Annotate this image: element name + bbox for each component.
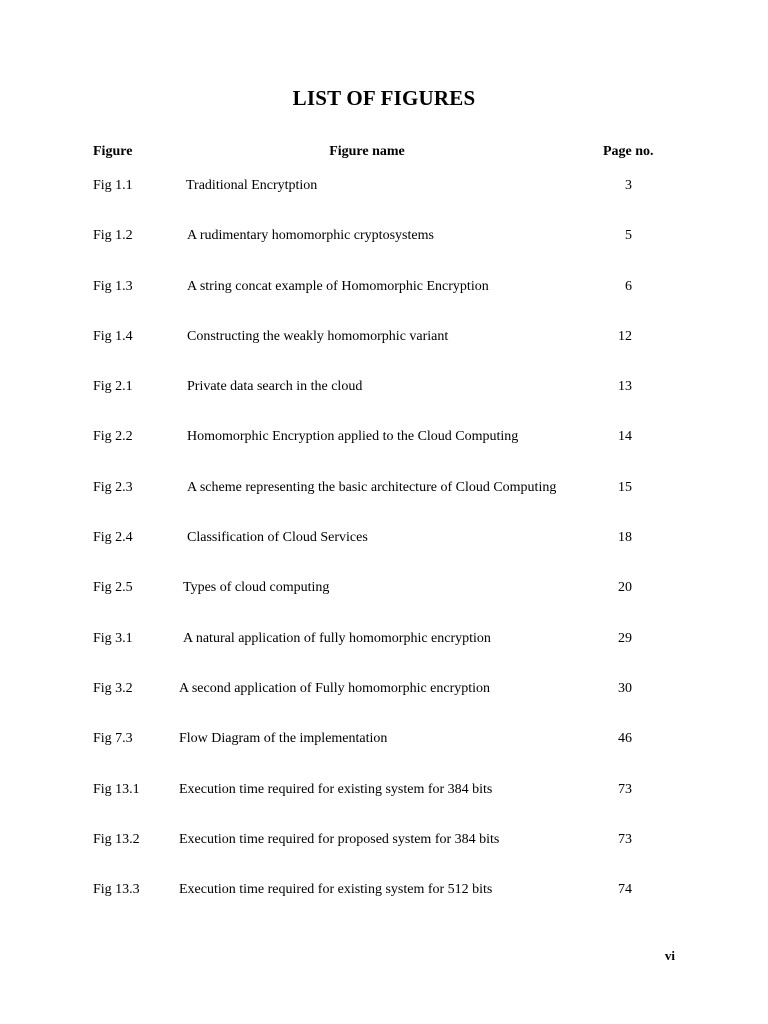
figure-name: Private data search in the cloud xyxy=(187,379,363,395)
figure-page: 20 xyxy=(618,580,632,596)
figure-name: A second application of Fully homomorphic encryption xyxy=(179,680,491,696)
figure-number: Fig 13.3 xyxy=(93,882,140,898)
figure-row xyxy=(0,880,768,930)
figure-name: Classification of Cloud Services xyxy=(187,530,368,546)
figure-number: Fig 13.1 xyxy=(93,781,140,797)
figure-row xyxy=(0,277,768,327)
figure-number: Fig 2.2 xyxy=(93,429,133,445)
figure-row xyxy=(0,226,768,276)
figure-number: Fig 2.4 xyxy=(93,530,133,546)
figure-row xyxy=(0,327,768,377)
figure-row xyxy=(0,377,768,427)
figure-name: Constructing the weakly homomorphic variant xyxy=(187,328,449,344)
figure-name: Traditional Encrytption xyxy=(186,178,318,193)
figure-name: Homomorphic Encryption applied to the Cloud Computing xyxy=(187,429,519,445)
figure-name: A rudimentary homomorphic cryptosystems xyxy=(187,228,434,244)
figure-page: 18 xyxy=(618,530,632,546)
figure-name: Execution time required for existing system for 512 bits xyxy=(179,882,493,898)
figure-name: A natural application of fully homomorphic encryption xyxy=(183,630,491,646)
figure-page: 14 xyxy=(618,429,632,445)
figure-number: Fig 2.1 xyxy=(93,379,133,395)
page-title: LIST OF FIGURES xyxy=(292,86,476,110)
figure-number: Fig 3.2 xyxy=(93,680,133,696)
figure-row xyxy=(0,528,768,578)
figure-name: Types of cloud computing xyxy=(183,580,330,596)
figure-number: Fig 2.3 xyxy=(93,479,133,495)
figure-page: 3 xyxy=(625,178,632,193)
figure-page: 6 xyxy=(625,278,632,294)
figure-name: A scheme representing the basic architecture of Cloud Computing xyxy=(187,479,557,495)
figure-number: Fig 1.4 xyxy=(93,328,133,344)
figure-page: 12 xyxy=(618,328,632,344)
page-number: vi xyxy=(664,948,675,963)
figure-number: Fig 7.3 xyxy=(93,731,133,747)
figure-list xyxy=(0,176,768,930)
figure-row xyxy=(0,578,768,628)
figure-row xyxy=(0,679,768,729)
figure-number: Fig 2.5 xyxy=(93,580,133,596)
figure-page: 29 xyxy=(618,630,632,646)
figure-page: 73 xyxy=(618,831,632,847)
figure-number: Fig 1.2 xyxy=(93,228,133,244)
figure-number: Fig 3.1 xyxy=(93,630,133,646)
figure-row xyxy=(0,780,768,830)
figure-row xyxy=(0,629,768,679)
figure-name: Execution time required for existing system for 384 bits xyxy=(179,781,493,797)
figure-page: 30 xyxy=(618,680,632,696)
figure-number: Fig 1.1 xyxy=(93,178,133,193)
figure-page: 74 xyxy=(618,882,632,898)
figure-row xyxy=(0,830,768,880)
figure-page: 46 xyxy=(618,731,632,747)
figure-name: A string concat example of Homomorphic Encryption xyxy=(187,278,489,294)
header-figure: Figure xyxy=(93,144,133,159)
figure-page: 73 xyxy=(618,781,632,797)
figure-row xyxy=(0,478,768,528)
figure-number: Fig 13.2 xyxy=(93,831,140,847)
figure-row xyxy=(0,427,768,477)
header-figure-name: Figure name xyxy=(329,144,405,159)
figure-page: 15 xyxy=(618,479,632,495)
figure-name: Execution time required for proposed system for 384 bits xyxy=(179,831,500,847)
figure-number: Fig 1.3 xyxy=(93,278,133,294)
header-page-no: Page no. xyxy=(603,144,654,159)
figure-row xyxy=(0,176,768,226)
figure-name: Flow Diagram of the implementation xyxy=(179,731,388,747)
figure-page: 5 xyxy=(625,228,632,244)
figure-row xyxy=(0,729,768,779)
figure-page: 13 xyxy=(618,379,632,395)
